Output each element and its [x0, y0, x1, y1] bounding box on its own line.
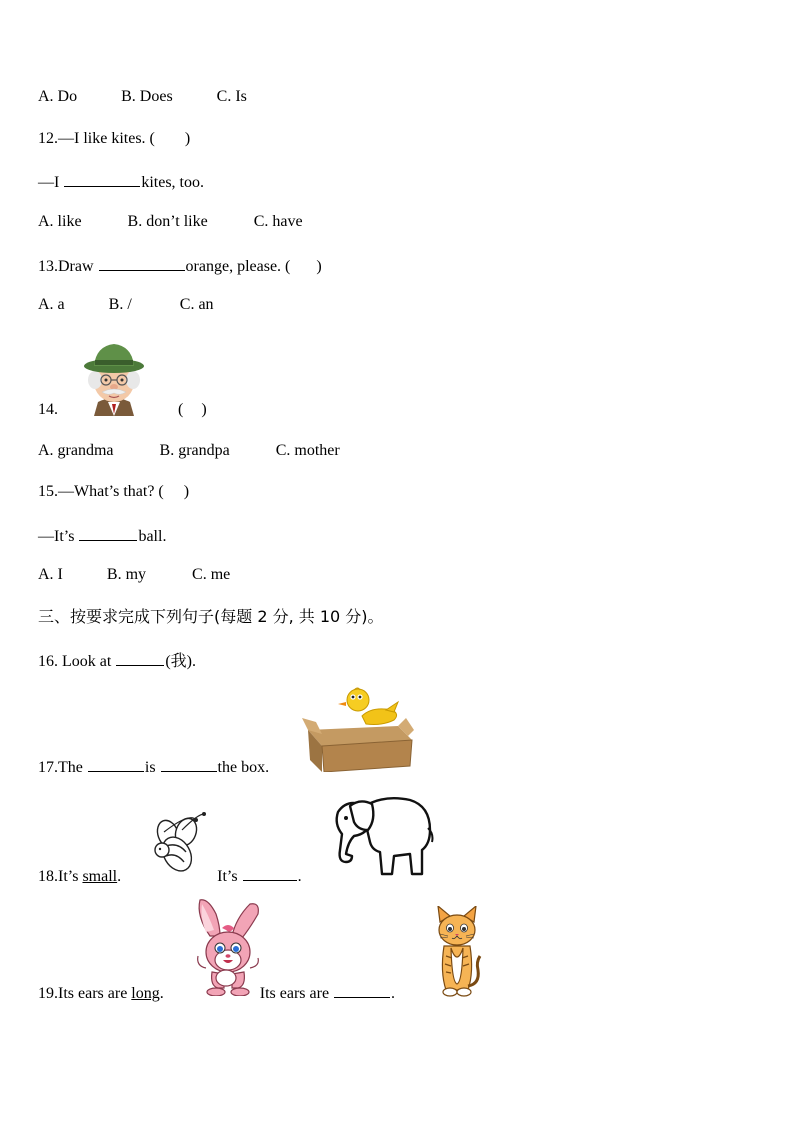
q17-blank-2 — [161, 755, 217, 772]
q18-prefix: 18.It’s — [38, 868, 79, 885]
q12-option-c: C. have — [253, 213, 303, 230]
q11-option-a: A. Do — [38, 88, 78, 105]
q17-middle: is — [144, 759, 156, 776]
duck-in-box-picture — [302, 686, 414, 772]
q15-blank — [79, 524, 137, 541]
q15-option-a: A. I — [38, 566, 63, 583]
q17-suffix: the box. — [217, 759, 270, 776]
q16 — [38, 649, 196, 672]
q18 — [38, 864, 302, 887]
q15-question: 15.—What’s that? ( — [38, 483, 164, 500]
q13-suffix: orange, please. ( — [185, 258, 291, 275]
q12-stem — [38, 129, 190, 149]
q11-options — [38, 87, 247, 107]
elephant-picture — [332, 790, 434, 880]
q15-option-c: C. me — [192, 566, 231, 583]
q14-options — [38, 441, 340, 461]
q17-blank-1 — [88, 755, 144, 772]
q18-second-suffix: . — [297, 868, 302, 885]
q17 — [38, 755, 269, 778]
q16-prefix: 16. Look at — [38, 653, 112, 670]
q12-answer-suffix: kites, too. — [141, 174, 204, 191]
q12-blank — [64, 170, 140, 187]
q13-options — [38, 295, 214, 315]
q16-blank — [116, 649, 164, 666]
q13-option-c: C. an — [179, 296, 214, 313]
q19-dot: . — [159, 985, 164, 1002]
section-heading: 三、按要求完成下列句子(每题 2 分, 共 10 分)。 — [38, 607, 384, 626]
q19-blank — [334, 981, 390, 998]
q14-option-c: C. mother — [275, 442, 340, 459]
q11-option-c: C. Is — [216, 88, 247, 105]
q12-option-b: B. don’t like — [127, 213, 208, 230]
q18-second-prefix: It’s — [217, 868, 238, 885]
q14-paren-close: ) — [201, 401, 207, 418]
q12-answer-line — [38, 170, 204, 193]
q12-options — [38, 212, 303, 232]
q12-paren-close: ) — [184, 130, 191, 147]
q13-option-b: B. / — [108, 296, 132, 313]
cat-picture — [432, 906, 482, 1000]
q13-paren-close: ) — [316, 258, 322, 275]
q19-second-suffix: . — [391, 985, 396, 1002]
q17-prefix: 17.The — [38, 759, 83, 776]
q14-option-b: B. grandpa — [159, 442, 230, 459]
q16-suffix: (我). — [165, 653, 196, 670]
q14-number: 14. — [38, 401, 58, 418]
q12-answer-prefix: —I — [38, 174, 60, 191]
q15-answer-prefix: —It’s — [38, 528, 75, 545]
q14-option-a: A. grandma — [38, 442, 114, 459]
q19-prefix: 19.Its ears are — [38, 985, 128, 1002]
q14-paren-open: ( — [178, 401, 184, 418]
q13-stem — [38, 254, 322, 277]
q18-dot: . — [117, 868, 122, 885]
q13-blank — [99, 254, 185, 271]
q15-answer-line — [38, 524, 166, 547]
q11-option-b: B. Does — [121, 88, 173, 105]
q18-underlined-word: small — [82, 868, 118, 885]
q12-option-a: A. like — [38, 213, 82, 230]
q19 — [38, 981, 395, 1004]
q19-second-prefix: Its ears are — [259, 985, 330, 1002]
q13-option-a: A. a — [38, 296, 65, 313]
q19-underlined-word: long — [131, 985, 160, 1002]
q15-paren-close: ) — [183, 483, 190, 500]
q14-stem — [38, 400, 207, 420]
q15-stem — [38, 482, 189, 502]
q13-prefix: 13.Draw — [38, 258, 94, 275]
q15-options — [38, 565, 230, 585]
q18-blank — [243, 864, 297, 881]
q15-option-b: B. my — [106, 566, 147, 583]
q15-answer-suffix: ball. — [138, 528, 167, 545]
q12-question: 12.—I like kites. ( — [38, 130, 155, 147]
